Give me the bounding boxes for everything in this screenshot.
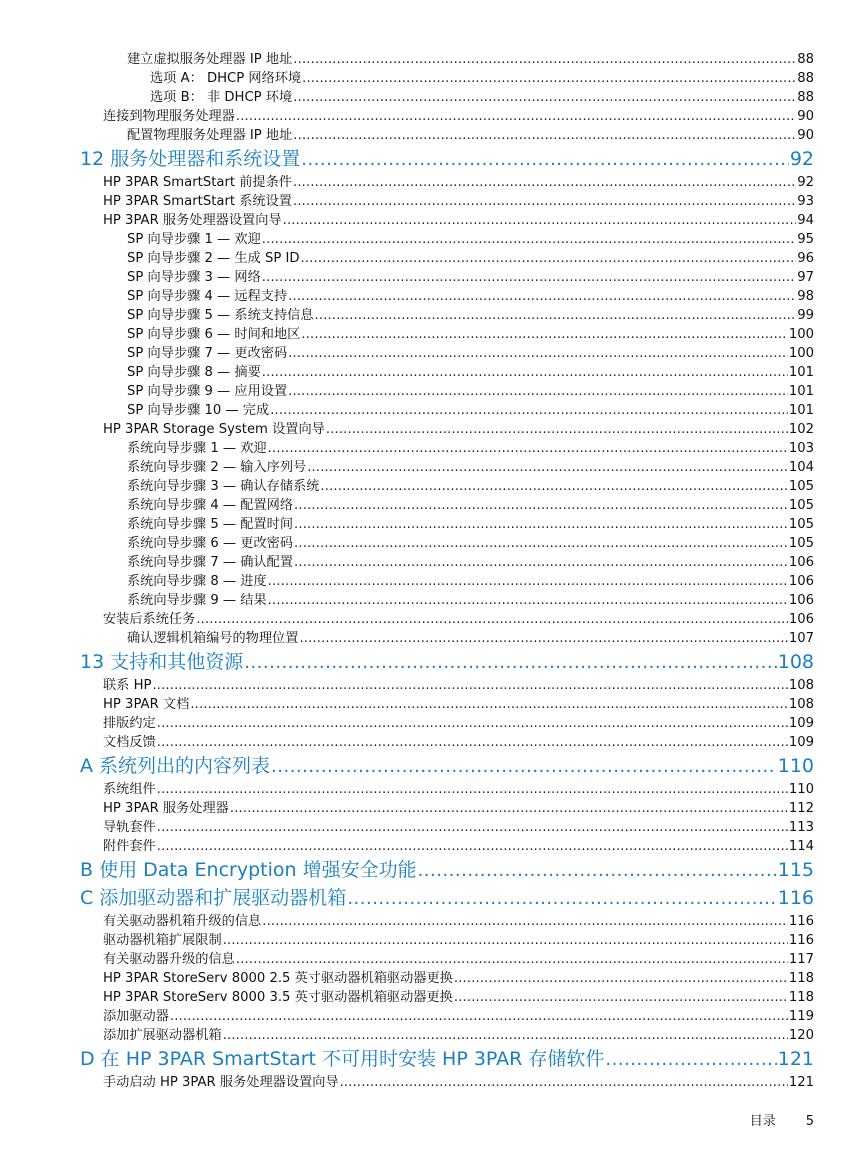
toc-entry-page-number: 103 [788, 441, 814, 456]
dot-leader [190, 695, 788, 714]
toc-entry-label: 添加扩展驱动器机箱 [103, 1028, 222, 1043]
dot-leader [170, 1007, 788, 1026]
toc-chapter-entry[interactable] [0, 884, 814, 912]
toc-entry-page-number: 92 [789, 148, 814, 170]
toc-entry-page-number: 110 [777, 755, 814, 777]
dot-leader [454, 969, 788, 988]
dot-leader [157, 714, 788, 733]
dot-leader [262, 363, 788, 382]
dot-leader [293, 126, 796, 145]
toc-entry-label: C 添加驱动器和扩展驱动器机箱 [80, 887, 347, 909]
toc-entry-page-number: 106 [788, 612, 814, 627]
toc-entry-page-number: 106 [788, 555, 814, 570]
toc-entry-page-number: 95 [797, 232, 814, 247]
toc-entry-label: 系统向导步骤 5 — 配置时间 [127, 517, 294, 532]
dot-leader [270, 401, 788, 420]
toc-entry[interactable] [0, 363, 814, 382]
toc-entry[interactable] [0, 931, 814, 950]
dot-leader [307, 458, 788, 477]
dot-leader [288, 344, 788, 363]
toc-entry-page-number: 109 [788, 735, 814, 750]
toc-entry-page-number: 105 [788, 498, 814, 513]
toc-entry[interactable] [0, 382, 814, 401]
toc-entry-page-number: 88 [797, 52, 814, 67]
dot-leader [230, 799, 788, 818]
toc-entry[interactable] [0, 420, 814, 439]
toc-entry[interactable] [0, 496, 814, 515]
toc-entry[interactable] [0, 676, 814, 695]
toc-entry-label: SP 向导步骤 4 — 远程支持 [127, 289, 288, 304]
toc-entry[interactable] [0, 572, 814, 591]
toc-entry[interactable] [0, 88, 814, 107]
dot-leader [157, 733, 788, 752]
toc-entry-label: 安装后系统任务 [103, 612, 196, 627]
toc-entry[interactable] [0, 69, 814, 88]
toc-entry-page-number: 105 [788, 479, 814, 494]
toc-entry-page-number: 101 [788, 384, 814, 399]
toc-entry-label: SP 向导步骤 7 — 更改密码 [127, 346, 288, 361]
toc-entry[interactable] [0, 988, 814, 1007]
toc-entry[interactable] [0, 401, 814, 420]
toc-entry-page-number: 119 [788, 1009, 814, 1024]
dot-leader [157, 837, 788, 856]
toc-entry[interactable] [0, 211, 814, 230]
toc-entry-page-number: 92 [797, 175, 814, 190]
toc-entry-page-number: 121 [777, 1048, 814, 1070]
toc-entry-page-number: 88 [797, 90, 814, 105]
toc-entry-page-number: 112 [788, 801, 814, 816]
toc-entry-label: 文档反馈 [103, 735, 156, 750]
toc-entry-page-number: 110 [788, 782, 814, 797]
toc-entry[interactable] [0, 610, 814, 629]
dot-leader [262, 912, 788, 931]
toc-entry-page-number: 90 [797, 109, 814, 124]
toc-entry[interactable] [0, 268, 814, 287]
toc-entry-page-number: 116 [788, 914, 814, 929]
toc-entry[interactable] [0, 192, 814, 211]
toc-entry-label: 系统向导步骤 8 — 进度 [127, 574, 267, 589]
dot-leader [236, 107, 796, 126]
toc-chapter-entry[interactable] [0, 648, 814, 676]
dot-leader [271, 753, 777, 781]
toc-entry[interactable] [0, 591, 814, 610]
toc-entry-label: 导轨套件 [103, 820, 156, 835]
toc-entry[interactable] [0, 287, 814, 306]
toc-entry[interactable] [0, 1026, 814, 1045]
toc-entry[interactable] [0, 629, 814, 648]
toc-chapter-entry[interactable] [0, 145, 814, 173]
toc-entry[interactable] [0, 515, 814, 534]
toc-entry[interactable] [0, 818, 814, 837]
toc-entry-page-number: 121 [788, 1075, 814, 1090]
dot-leader [196, 610, 788, 629]
toc-entry-page-number: 97 [797, 270, 814, 285]
dot-leader [293, 173, 796, 192]
toc-entry-page-number: 105 [788, 517, 814, 532]
toc-entry-label: 系统向导步骤 4 — 配置网络 [127, 498, 294, 513]
toc-entry-label: D 在 HP 3PAR SmartStart 不可用时安装 HP 3PAR 存储软件 [80, 1048, 605, 1070]
toc-entry-label: SP 向导步骤 6 — 时间和地区 [127, 327, 301, 342]
toc-entry-label: SP 向导步骤 3 — 网络 [127, 270, 261, 285]
toc-entry[interactable] [0, 306, 814, 325]
toc-entry[interactable] [0, 780, 814, 799]
toc-entry-label: 有关驱动器升级的信息 [103, 952, 235, 967]
toc-chapter-entry[interactable] [0, 856, 814, 884]
dot-leader [418, 857, 777, 885]
toc-entry-page-number: 99 [797, 308, 814, 323]
toc-entry-label: HP 3PAR 文档 [103, 697, 190, 712]
toc-entry-label: SP 向导步骤 8 — 摘要 [127, 365, 261, 380]
toc-entry[interactable] [0, 325, 814, 344]
toc-entry-page-number: 88 [797, 71, 814, 86]
toc-entry-page-number: 118 [788, 990, 814, 1005]
dot-leader [294, 496, 788, 515]
toc-entry-label: HP 3PAR StoreServ 8000 3.5 英寸驱动器机箱驱动器更换 [103, 990, 453, 1005]
dot-leader [293, 192, 796, 211]
toc-entry-label: 系统组件 [103, 782, 156, 797]
toc-entry-page-number: 115 [777, 859, 814, 881]
footer-section-label: 目录 [749, 1114, 776, 1129]
dot-leader [157, 818, 788, 837]
toc-chapter-entry[interactable] [0, 1045, 814, 1073]
toc-entry[interactable] [0, 553, 814, 572]
dot-leader [288, 382, 788, 401]
toc-entry[interactable] [0, 534, 814, 553]
dot-leader [320, 477, 787, 496]
toc-entry-page-number: 101 [788, 403, 814, 418]
toc-entry[interactable] [0, 230, 814, 249]
toc-entry[interactable] [0, 126, 814, 145]
toc-entry[interactable] [0, 458, 814, 477]
dot-leader [293, 50, 796, 69]
toc-entry-label: B 使用 Data Encryption 增强安全功能 [80, 859, 417, 881]
toc-entry-label: 有关驱动器机箱升级的信息 [103, 914, 262, 929]
dot-leader [262, 268, 796, 287]
toc-entry-page-number: 107 [788, 631, 814, 646]
toc-entry[interactable] [0, 714, 814, 733]
toc-entry-page-number: 113 [788, 820, 814, 835]
toc-entry-page-number: 100 [788, 346, 814, 361]
toc-entry-page-number: 118 [788, 971, 814, 986]
toc-entry-label: SP 向导步骤 2 — 生成 SP ID [127, 251, 300, 266]
toc-entry-label: HP 3PAR StoreServ 8000 2.5 英寸驱动器机箱驱动器更换 [103, 971, 453, 986]
toc-entry[interactable] [0, 107, 814, 126]
toc-entry-label: HP 3PAR SmartStart 前提条件 [103, 175, 292, 190]
toc-entry-page-number: 100 [788, 327, 814, 342]
toc-entry-page-number: 104 [788, 460, 814, 475]
toc-entry[interactable] [0, 249, 814, 268]
toc-entry-label: HP 3PAR SmartStart 系统设置 [103, 194, 292, 209]
dot-leader [326, 420, 788, 439]
dot-leader [315, 306, 797, 325]
toc-entry-label: 系统向导步骤 7 — 确认配置 [127, 555, 294, 570]
toc-entry-label: A 系统列出的内容列表 [80, 755, 271, 777]
toc-entry-label: 12 服务处理器和系统设置 [80, 148, 301, 170]
toc-entry-page-number: 108 [777, 651, 814, 673]
toc-entry-page-number: 117 [788, 952, 814, 967]
toc-entry[interactable] [0, 912, 814, 931]
toc-entry-page-number: 90 [797, 128, 814, 143]
toc-entry-label: SP 向导步骤 10 — 完成 [127, 403, 270, 418]
dot-leader [244, 649, 777, 677]
dot-leader [302, 69, 796, 88]
toc-entry-page-number: 102 [788, 422, 814, 437]
dot-leader [268, 572, 788, 591]
dot-leader [152, 676, 787, 695]
toc-entry-page-number: 101 [788, 365, 814, 380]
toc-entry-label: 联系 HP [103, 678, 152, 693]
dot-leader [299, 629, 787, 648]
dot-leader [223, 1026, 788, 1045]
toc-entry-label: 系统向导步骤 1 — 欢迎 [127, 441, 267, 456]
toc-entry[interactable] [0, 50, 814, 69]
toc-entry-label: 系统向导步骤 2 — 输入序列号 [127, 460, 307, 475]
dot-leader [347, 885, 776, 913]
toc-entry-page-number: 98 [797, 289, 814, 304]
toc-entry-label: HP 3PAR 服务处理器 [103, 801, 229, 816]
toc-entry-label: 手动启动 HP 3PAR 服务处理器设置向导 [103, 1075, 339, 1090]
toc-entry-label: 建立虚拟服务处理器 IP 地址 [127, 52, 293, 67]
toc-entry-label: SP 向导步骤 9 — 应用设置 [127, 384, 288, 399]
dot-leader [223, 931, 788, 950]
toc-entry-page-number: 108 [788, 697, 814, 712]
toc-entry-label: 驱动器机箱扩展限制 [103, 933, 222, 948]
toc-entry-label: 排版约定 [103, 716, 156, 731]
toc-entry-label: 连接到物理服务处理器 [103, 109, 235, 124]
page-footer [750, 1110, 814, 1129]
toc-entry[interactable] [0, 950, 814, 969]
dot-leader [283, 211, 797, 230]
table-of-contents [0, 50, 868, 1092]
toc-entry-page-number: 108 [788, 678, 814, 693]
toc-entry[interactable] [0, 837, 814, 856]
toc-entry-page-number: 120 [788, 1028, 814, 1043]
dot-leader [293, 88, 796, 107]
toc-entry-label: 添加驱动器 [103, 1009, 169, 1024]
dot-leader [454, 988, 788, 1007]
toc-entry[interactable] [0, 439, 814, 458]
toc-entry-page-number: 105 [788, 536, 814, 551]
toc-entry-page-number: 96 [797, 251, 814, 266]
toc-entry-label: 配置物理服务处理器 IP 地址 [127, 128, 293, 143]
toc-entry-label: 系统向导步骤 6 — 更改密码 [127, 536, 294, 551]
toc-entry-page-number: 116 [788, 933, 814, 948]
toc-entry-label: 系统向导步骤 9 — 结果 [127, 593, 267, 608]
toc-entry[interactable] [0, 969, 814, 988]
dot-leader [294, 534, 788, 553]
dot-leader [301, 249, 797, 268]
toc-entry[interactable] [0, 733, 814, 752]
toc-entry[interactable] [0, 1073, 814, 1092]
footer-page-number: 5 [805, 1114, 814, 1129]
toc-chapter-entry[interactable] [0, 752, 814, 780]
toc-entry-label: 选项 B： 非 DHCP 环境 [150, 90, 293, 105]
dot-leader [157, 780, 788, 799]
toc-entry-page-number: 106 [788, 593, 814, 608]
toc-entry[interactable] [0, 344, 814, 363]
toc-entry[interactable] [0, 1007, 814, 1026]
toc-entry[interactable] [0, 173, 814, 192]
toc-entry[interactable] [0, 695, 814, 714]
dot-leader [294, 553, 788, 572]
toc-entry-label: HP 3PAR 服务处理器设置向导 [103, 213, 282, 228]
toc-entry[interactable] [0, 799, 814, 818]
dot-leader [268, 591, 788, 610]
toc-entry-label: 13 支持和其他资源 [80, 651, 244, 673]
dot-leader [262, 230, 796, 249]
dot-leader [288, 287, 796, 306]
dot-leader [268, 439, 788, 458]
toc-entry-page-number: 116 [777, 887, 814, 909]
toc-entry-page-number: 106 [788, 574, 814, 589]
toc-entry-label: SP 向导步骤 5 — 系统支持信息 [127, 308, 314, 323]
dot-leader [301, 325, 787, 344]
dot-leader [605, 1046, 776, 1074]
toc-entry-page-number: 93 [797, 194, 814, 209]
toc-entry-page-number: 114 [788, 839, 814, 854]
toc-entry-label: 附件套件 [103, 839, 156, 854]
toc-entry[interactable] [0, 477, 814, 496]
toc-entry-page-number: 94 [797, 213, 814, 228]
toc-entry-label: 选项 A： DHCP 网络环境 [150, 71, 302, 86]
toc-entry-label: SP 向导步骤 1 — 欢迎 [127, 232, 261, 247]
dot-leader [301, 146, 789, 174]
toc-entry-label: HP 3PAR Storage System 设置向导 [103, 422, 325, 437]
dot-leader [294, 515, 788, 534]
dot-leader [236, 950, 788, 969]
toc-entry-label: 系统向导步骤 3 — 确认存储系统 [127, 479, 320, 494]
toc-entry-page-number: 109 [788, 716, 814, 731]
toc-entry-label: 确认逻辑机箱编号的物理位置 [127, 631, 299, 646]
dot-leader [340, 1073, 788, 1092]
